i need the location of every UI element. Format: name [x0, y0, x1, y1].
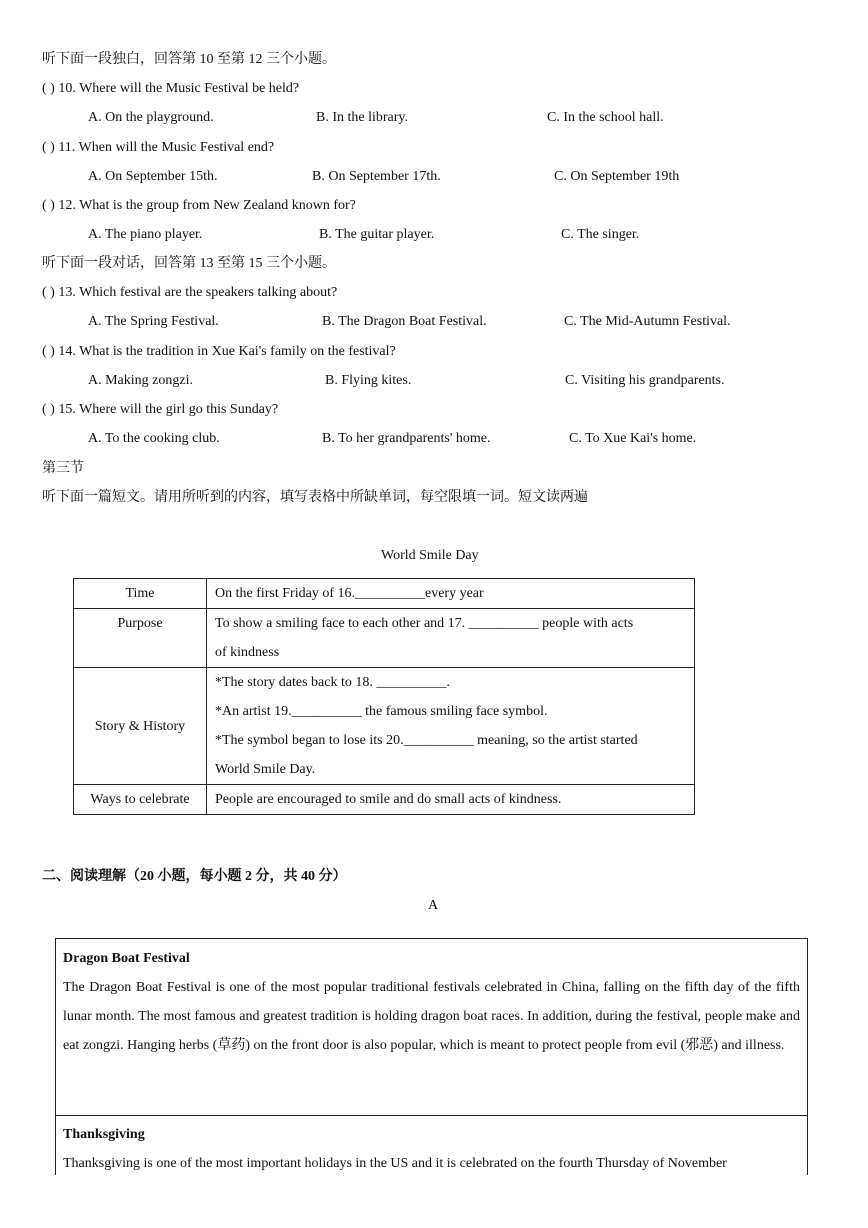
part3-instructions: 听下面一篇短文。请用所听到的内容，填写表格中所缺单词，每空限填一词。短文读两遍 — [42, 490, 588, 505]
fill-in-table — [73, 578, 695, 815]
option-a: A. On September 15th. — [88, 169, 218, 184]
table-title: World Smile Day — [381, 548, 479, 563]
passage-text: The Dragon Boat Festival is one of the most popular traditional festivals celebrated in China, falling on the fifth day of the fifth lunar month. The most famous and greatest tradition is holding dragon boat races. In addition, during the festival, people make and eat zongzi. Hanging herbs (草药) on the front door is also popular, which is meant to protect people from evil (邪恶) and illness. — [63, 980, 800, 1053]
option-b: B. On September 17th. — [312, 169, 441, 184]
row-header: Ways to celebrate — [74, 785, 207, 815]
question-13 — [42, 284, 337, 302]
section-intro-dialogue: 听下面一段对话，回答第 13 至第 15 三个小题。 — [42, 256, 336, 271]
option-a: A. The Spring Festival. — [88, 314, 219, 329]
question-text: 11. When will the Music Festival end? — [58, 140, 275, 155]
passage-text: Thanksgiving is one of the most important holidays in the US and it is celebrated on the fourth Thursday of November — [63, 1156, 727, 1171]
table-row — [74, 609, 695, 668]
option-b: B. The Dragon Boat Festival. — [322, 314, 487, 329]
option-c: C. In the school hall. — [547, 110, 664, 125]
question-text: 14. What is the tradition in Xue Kai's family on the festival? — [58, 344, 396, 359]
answer-blank[interactable]: ( ) — [42, 198, 55, 213]
answer-blank[interactable]: ( ) — [42, 344, 55, 359]
question-text: 13. Which festival are the speakers talking about? — [58, 285, 338, 300]
table-row — [74, 579, 695, 609]
option-c: C. To Xue Kai's home. — [569, 431, 697, 446]
table-row — [74, 668, 695, 785]
reading-passages-box — [55, 938, 808, 1175]
row-content[interactable]: *The story dates back to 18. __________. *An artist 19.__________ the famous smiling face symbol. *The symbol began to lose its 20.__________ meaning, so the artist started World Smile Day. — [207, 668, 695, 785]
question-10 — [42, 80, 299, 98]
option-b: B. The guitar player. — [319, 227, 435, 242]
part3-heading: 第三节 — [42, 461, 84, 476]
option-c: C. The Mid-Autumn Festival. — [564, 314, 731, 329]
passage-title: Dragon Boat Festival — [63, 951, 190, 966]
option-a: A. On the playground. — [88, 110, 214, 125]
question-text: 10. Where will the Music Festival be held? — [58, 81, 300, 96]
option-c: C. Visiting his grandparents. — [565, 373, 725, 388]
divider — [56, 1115, 807, 1116]
question-15 — [42, 401, 278, 419]
passage-label: A — [428, 898, 439, 913]
reading-heading: 二、阅读理解（20 小题，每小题 2 分，共 40 分） — [42, 869, 347, 884]
answer-blank[interactable]: ( ) — [42, 402, 55, 417]
question-14 — [42, 343, 396, 361]
row-header: Time — [74, 579, 207, 609]
row-content[interactable]: People are encouraged to smile and do small acts of kindness. — [207, 785, 695, 815]
row-header: Story & History — [74, 668, 207, 785]
answer-blank[interactable]: ( ) — [42, 285, 55, 300]
question-text: 15. Where will the girl go this Sunday? — [58, 402, 279, 417]
option-a: A. To the cooking club. — [88, 431, 220, 446]
option-a: A. The piano player. — [88, 227, 203, 242]
table-row — [74, 785, 695, 815]
answer-blank[interactable]: ( ) — [42, 140, 55, 155]
row-content[interactable]: On the first Friday of 16.__________every year — [207, 579, 695, 609]
option-b: B. Flying kites. — [325, 373, 412, 388]
row-content[interactable]: To show a smiling face to each other and 17. __________ people with acts of kindness — [207, 609, 695, 668]
option-c: C. The singer. — [561, 227, 640, 242]
option-b: B. In the library. — [316, 110, 409, 125]
passage-title: Thanksgiving — [63, 1127, 145, 1142]
question-12 — [42, 197, 356, 215]
answer-blank[interactable]: ( ) — [42, 81, 55, 96]
option-b: B. To her grandparents' home. — [322, 431, 491, 446]
option-a: A. Making zongzi. — [88, 373, 193, 388]
question-text: 12. What is the group from New Zealand known for? — [58, 198, 356, 213]
section-intro-monologue: 听下面一段独白，回答第 10 至第 12 三个小题。 — [42, 52, 336, 67]
question-11 — [42, 139, 274, 157]
row-header: Purpose — [74, 609, 207, 668]
option-c: C. On September 19th — [554, 169, 680, 184]
